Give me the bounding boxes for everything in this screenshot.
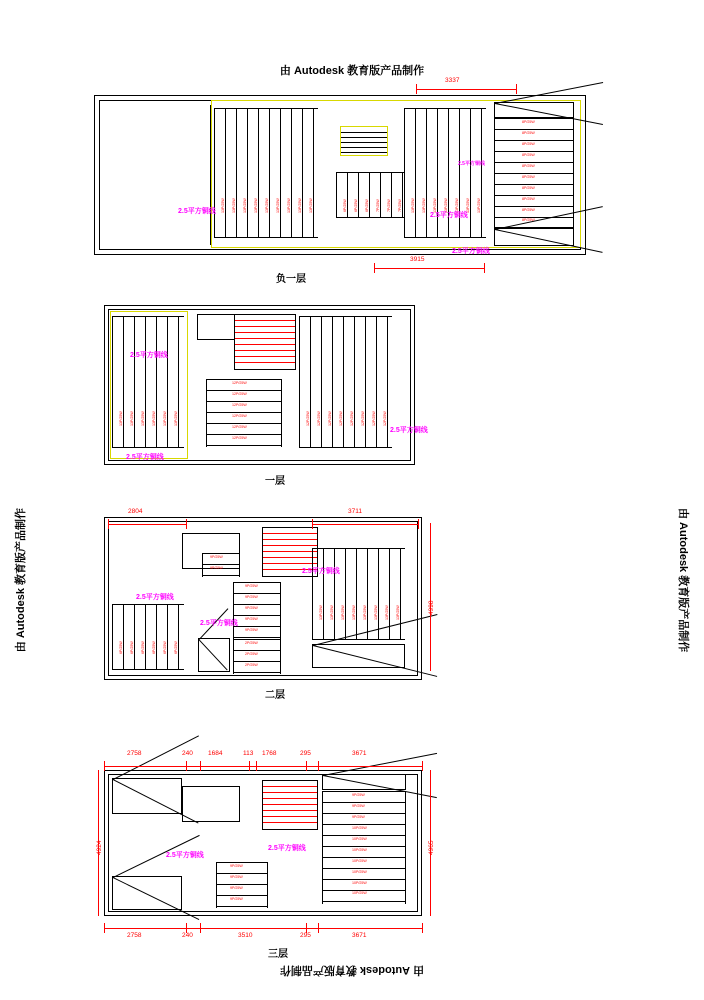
circuit-label: 13P/25W bbox=[411, 198, 415, 213]
circuit-label: 13P/25W bbox=[265, 198, 269, 213]
circuit-label: 13P/25W bbox=[466, 198, 470, 213]
dim-text: 240 bbox=[182, 750, 193, 757]
basement-circuit-group-b bbox=[336, 172, 404, 218]
callout-copper-wire: 2.5平方铜线 bbox=[452, 248, 490, 255]
circuit-label: 13P/25W bbox=[174, 411, 178, 426]
basement-circuit-group-d bbox=[494, 118, 574, 228]
circuit-label: 9P/25W bbox=[352, 815, 365, 819]
circuit-label: 8P/25W bbox=[522, 164, 535, 168]
circuit-label: 8P/25W bbox=[522, 218, 535, 222]
circuit-label: 13P/25W bbox=[374, 605, 378, 620]
floor2-xbox bbox=[312, 644, 405, 668]
floor2-circuit-group-d bbox=[112, 604, 184, 670]
dim-text: 295 bbox=[300, 932, 311, 939]
dim-text: 1768 bbox=[262, 750, 277, 757]
circuit-label: 13P/25W bbox=[232, 198, 236, 213]
watermark-right: 由 Autodesk 教育版产品制作 bbox=[676, 508, 689, 653]
basement-xbox-bottom bbox=[494, 228, 574, 246]
floor1-room-top bbox=[197, 314, 235, 340]
dim-text: 3915 bbox=[410, 256, 425, 263]
circuit-label: 8P/25W bbox=[522, 120, 535, 124]
circuit-label: 13P/25W bbox=[319, 605, 323, 620]
circuit-label: 12P/25W bbox=[317, 411, 321, 426]
circuit-label: 8P/25W bbox=[522, 142, 535, 146]
dim-text: 240 bbox=[182, 932, 193, 939]
circuit-label: 12P/25W bbox=[350, 411, 354, 426]
circuit-label: 12P/25W bbox=[339, 411, 343, 426]
circuit-label: 8P/25W bbox=[522, 131, 535, 135]
circuit-label: 13P/25W bbox=[363, 605, 367, 620]
dim-line bbox=[312, 524, 418, 525]
circuit-label: 12P/25W bbox=[232, 392, 247, 396]
basement-circuit-group-a bbox=[214, 108, 318, 238]
callout-copper-wire: 2.5平方铜线 bbox=[430, 212, 468, 219]
circuit-label: 12P/25W bbox=[306, 411, 310, 426]
floor3-circuit-group-c bbox=[322, 791, 406, 904]
floor2-circuit-group-b bbox=[233, 582, 281, 639]
circuit-label: 9P/25W bbox=[245, 617, 258, 621]
circuit-label: 6P/25W bbox=[130, 641, 134, 654]
watermark-bottom: 由 Autodesk 教育版产品制作 bbox=[279, 964, 425, 976]
circuit-label: 13P/25W bbox=[287, 198, 291, 213]
dim-text: 3671 bbox=[352, 750, 367, 757]
floor3-xbox-topleft bbox=[112, 778, 182, 814]
circuit-label: 9P/25W bbox=[210, 566, 223, 570]
circuit-label: 13P/25W bbox=[298, 198, 302, 213]
circuit-label: 6P/25W bbox=[174, 641, 178, 654]
circuit-label: 10P/25W bbox=[352, 848, 367, 852]
dim-line bbox=[374, 268, 484, 269]
floor-caption-3: 三层 bbox=[268, 949, 288, 960]
floor-caption-1: 一层 bbox=[265, 476, 285, 487]
circuit-label: 6P/25W bbox=[152, 641, 156, 654]
dim-text: 1684 bbox=[208, 750, 223, 757]
floor-caption-basement: 负一层 bbox=[276, 274, 306, 285]
dim-text: 4965 bbox=[428, 840, 435, 855]
circuit-label: 6P/25W bbox=[354, 199, 358, 212]
callout-copper-wire: 2.5平方铜线 bbox=[178, 208, 216, 215]
circuit-label: 12P/25W bbox=[383, 411, 387, 426]
circuit-label: 9P/25W bbox=[230, 886, 243, 890]
floor1-circuit-group-a bbox=[112, 316, 184, 448]
dim-text: 2758 bbox=[127, 932, 142, 939]
circuit-label: 13P/25W bbox=[163, 411, 167, 426]
basement-partition-1 bbox=[210, 105, 211, 245]
circuit-label: 6P/25W bbox=[141, 641, 145, 654]
circuit-label: 13P/25W bbox=[243, 198, 247, 213]
floor2-circuit-group-a bbox=[202, 553, 240, 577]
circuit-label: 9P/25W bbox=[210, 555, 223, 559]
circuit-label: 12P/25W bbox=[232, 425, 247, 429]
dim-text: 4924 bbox=[96, 840, 103, 855]
circuit-label: 8P/25W bbox=[522, 153, 535, 157]
dim-text: 2804 bbox=[128, 508, 143, 515]
circuit-label: 13P/25W bbox=[396, 605, 400, 620]
circuit-label: 13P/25W bbox=[130, 411, 134, 426]
callout-copper-wire-small: 2.5平方铜线 bbox=[458, 161, 485, 167]
circuit-label: 9P/25W bbox=[230, 897, 243, 901]
circuit-label: 12P/25W bbox=[328, 411, 332, 426]
callout-copper-wire: 2.5平方铜线 bbox=[166, 852, 204, 859]
floor3-circuit-group-a bbox=[216, 862, 268, 908]
dim-text: 295 bbox=[300, 750, 311, 757]
floor3-stair bbox=[262, 780, 318, 830]
dim-line bbox=[416, 89, 516, 90]
circuit-label: 13P/25W bbox=[330, 605, 334, 620]
circuit-label: 13P/25W bbox=[385, 605, 389, 620]
circuit-label: 9P/25W bbox=[352, 804, 365, 808]
circuit-label: 10P/25W bbox=[352, 891, 367, 895]
circuit-label: 12P/25W bbox=[232, 381, 247, 385]
basement-room-left bbox=[104, 105, 210, 245]
circuit-label: 9P/25W bbox=[245, 628, 258, 632]
dim-text: 3671 bbox=[352, 932, 367, 939]
circuit-label: 6P/25W bbox=[119, 641, 123, 654]
circuit-label: 13P/25W bbox=[141, 411, 145, 426]
circuit-label: 8P/25W bbox=[522, 186, 535, 190]
circuit-label: 10P/25W bbox=[352, 881, 367, 885]
circuit-label: 9P/25W bbox=[245, 606, 258, 610]
floor1-circuit-group-c bbox=[299, 316, 392, 448]
circuit-label: 13P/25W bbox=[254, 198, 258, 213]
circuit-label: 12P/25W bbox=[232, 403, 247, 407]
watermark-left: 由 Autodesk 教育版产品制作 bbox=[15, 508, 28, 653]
circuit-label: 13P/25W bbox=[276, 198, 280, 213]
callout-copper-wire: 2.5平方铜线 bbox=[130, 352, 168, 359]
circuit-label: 13P/25W bbox=[221, 198, 225, 213]
circuit-label: 10P/25W bbox=[352, 859, 367, 863]
dim-line bbox=[108, 524, 186, 525]
circuit-label: 12P/25W bbox=[361, 411, 365, 426]
dim-text: 2758 bbox=[127, 750, 142, 757]
circuit-label: 10P/25W bbox=[352, 837, 367, 841]
circuit-label: 12P/25W bbox=[232, 414, 247, 418]
dim-text: 3337 bbox=[445, 77, 460, 84]
circuit-label: 6P/25W bbox=[163, 641, 167, 654]
circuit-label: 6P/25W bbox=[365, 199, 369, 212]
floor3-xbox-bottomleft bbox=[112, 876, 182, 910]
circuit-label: 8P/25W bbox=[522, 175, 535, 179]
circuit-label: 13P/25W bbox=[341, 605, 345, 620]
circuit-label: 13P/25W bbox=[119, 411, 123, 426]
callout-copper-wire: 2.5平方铜线 bbox=[200, 620, 238, 627]
circuit-label: 7P/25W bbox=[387, 199, 391, 212]
circuit-label: 8P/25W bbox=[522, 208, 535, 212]
circuit-label: 13P/25W bbox=[455, 198, 459, 213]
circuit-label: 7P/25W bbox=[398, 199, 402, 212]
circuit-label: 7P/25W bbox=[376, 199, 380, 212]
dim-line-vertical bbox=[430, 523, 431, 671]
circuit-label: 13P/25W bbox=[433, 198, 437, 213]
circuit-label: 12P/25W bbox=[232, 436, 247, 440]
circuit-label: 9P/25W bbox=[230, 864, 243, 868]
floor2-xbox-small bbox=[198, 638, 230, 672]
circuit-label: 6P/25W bbox=[343, 199, 347, 212]
circuit-label: 10P/25W bbox=[352, 826, 367, 830]
callout-copper-wire: 2.5平方铜线 bbox=[136, 594, 174, 601]
circuit-label: 2P/25W bbox=[245, 663, 258, 667]
watermark-top: 由 Autodesk 教育版产品制作 bbox=[279, 65, 425, 77]
callout-copper-wire: 2.5平方铜线 bbox=[390, 427, 428, 434]
basement-stair-highlight bbox=[340, 126, 388, 156]
circuit-label: 13P/25W bbox=[444, 198, 448, 213]
floor1-circuit-group-b bbox=[206, 379, 282, 447]
circuit-label: 13P/25W bbox=[309, 198, 313, 213]
circuit-label: 8P/25W bbox=[522, 197, 535, 201]
dim-text: 4998 bbox=[428, 600, 435, 615]
floor-caption-2: 二层 bbox=[265, 690, 285, 701]
circuit-label: 13P/25W bbox=[152, 411, 156, 426]
floor2-circuit-group-c bbox=[233, 639, 281, 674]
dim-chain-bottom bbox=[104, 928, 422, 929]
callout-copper-wire: 2.5平方铜线 bbox=[268, 845, 306, 852]
circuit-label: 10P/25W bbox=[352, 870, 367, 874]
floor3-room-top bbox=[182, 786, 240, 822]
dim-text: 113 bbox=[243, 750, 254, 757]
circuit-label: 9P/25W bbox=[245, 584, 258, 588]
dim-text: 3711 bbox=[348, 508, 362, 515]
circuit-label: 9P/25W bbox=[245, 595, 258, 599]
circuit-label: 13P/25W bbox=[352, 605, 356, 620]
basement-xbox-top bbox=[494, 102, 574, 118]
circuit-label: 13P/25W bbox=[477, 198, 481, 213]
circuit-label: 2P/25W bbox=[245, 641, 258, 645]
circuit-label: 2P/25W bbox=[245, 652, 258, 656]
callout-copper-wire: 2.5平方铜线 bbox=[302, 568, 340, 575]
dim-chain-top bbox=[104, 766, 422, 767]
floor3-xbox-topright bbox=[322, 774, 406, 790]
dim-text: 3510 bbox=[238, 932, 253, 939]
circuit-label: 13P/25W bbox=[422, 198, 426, 213]
circuit-label: 9P/25W bbox=[352, 793, 365, 797]
circuit-label: 9P/25W bbox=[230, 875, 243, 879]
floor1-stair bbox=[234, 314, 296, 370]
callout-copper-wire: 2.5平方铜线 bbox=[126, 454, 164, 461]
circuit-label: 12P/25W bbox=[372, 411, 376, 426]
